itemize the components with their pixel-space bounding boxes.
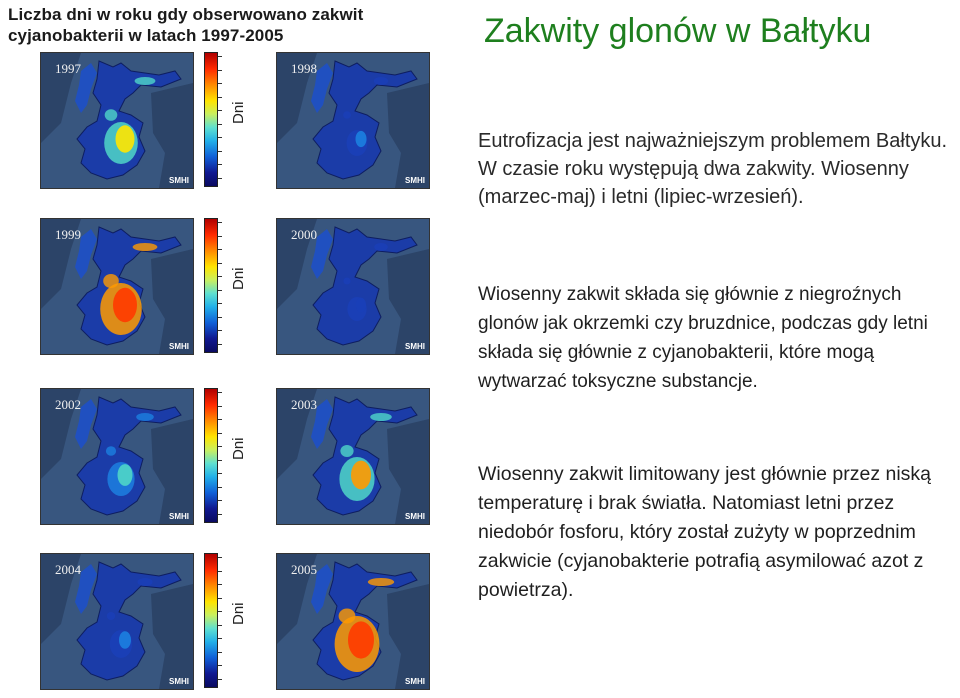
smhi-logo: SMHI bbox=[169, 512, 189, 521]
smhi-logo: SMHI bbox=[405, 176, 425, 185]
colorbar bbox=[204, 388, 218, 523]
map-year-label: 2000 bbox=[291, 227, 317, 242]
figure-title-line1: Liczba dni w roku gdy obserwowano zakwit bbox=[8, 5, 364, 24]
colorbar bbox=[204, 218, 218, 353]
colorbar-unit-label: Dni bbox=[230, 101, 247, 124]
paragraph-eutrophication: Eutrofizacja jest najważniejszym problemem Bałtyku. W czasie roku występują dwa zakwity. Wiosenny (marzec-maj) i letni (lipiec-wrzesień). bbox=[478, 130, 948, 208]
bloom-map-2004 bbox=[40, 553, 194, 690]
bloom-map-1997 bbox=[40, 52, 194, 189]
map-year-label: 2002 bbox=[55, 397, 81, 412]
map-year-label: 2003 bbox=[291, 397, 317, 412]
smhi-logo: SMHI bbox=[169, 677, 189, 686]
map-year-label: 1997 bbox=[55, 61, 81, 76]
bloom-map-1999 bbox=[40, 218, 194, 355]
map-year-label: 1998 bbox=[291, 61, 317, 76]
map-year-label: 1999 bbox=[55, 227, 81, 242]
colorbar bbox=[204, 52, 218, 187]
bloom-map-2002 bbox=[40, 388, 194, 525]
colorbar-ticks bbox=[218, 553, 226, 688]
map-row bbox=[40, 218, 432, 358]
colorbar bbox=[204, 553, 218, 688]
map-row bbox=[40, 52, 432, 192]
smhi-logo: SMHI bbox=[169, 342, 189, 351]
smhi-logo: SMHI bbox=[405, 677, 425, 686]
colorbar-ticks bbox=[218, 388, 226, 523]
bloom-map-2000 bbox=[276, 218, 430, 355]
smhi-logo: SMHI bbox=[405, 342, 425, 351]
figure-title bbox=[8, 4, 408, 46]
colorbar-unit-label: Dni bbox=[230, 437, 247, 460]
map-row bbox=[40, 388, 432, 528]
colorbar-unit-label: Dni bbox=[230, 602, 247, 625]
smhi-logo: SMHI bbox=[169, 176, 189, 185]
colorbar-unit-label: Dni bbox=[230, 267, 247, 290]
map-year-label: 2004 bbox=[55, 562, 81, 577]
bloom-map-2005 bbox=[276, 553, 430, 690]
bloom-map-2003 bbox=[276, 388, 430, 525]
paragraph-bloom-composition: Wiosenny zakwit składa się głównie z niegroźnych glonów jak okrzemki czy bruzdnice, podczas gdy letni składa się głównie z cyjanobakterii, które mogą wytwarzać toksyczne substancje. bbox=[478, 284, 928, 392]
slide-title: Zakwity glonów w Bałtyku bbox=[484, 12, 872, 50]
smhi-logo: SMHI bbox=[405, 512, 425, 521]
paragraph-bloom-limits: Wiosenny zakwit limitowany jest głównie przez niską temperaturę i brak światła. Natomiast letni przez niedobór fosforu, który został zużyty w poprzednim zakwicie (cyjanobakterie potrafią asymilować azot z powietrza). bbox=[478, 463, 932, 601]
map-year-label: 2005 bbox=[291, 562, 317, 577]
colorbar-ticks bbox=[218, 52, 226, 187]
colorbar-ticks bbox=[218, 218, 226, 353]
map-row bbox=[40, 553, 432, 693]
figure-title-line2: cyjanobakterii w latach 1997-2005 bbox=[8, 26, 284, 45]
bloom-map-1998 bbox=[276, 52, 430, 189]
